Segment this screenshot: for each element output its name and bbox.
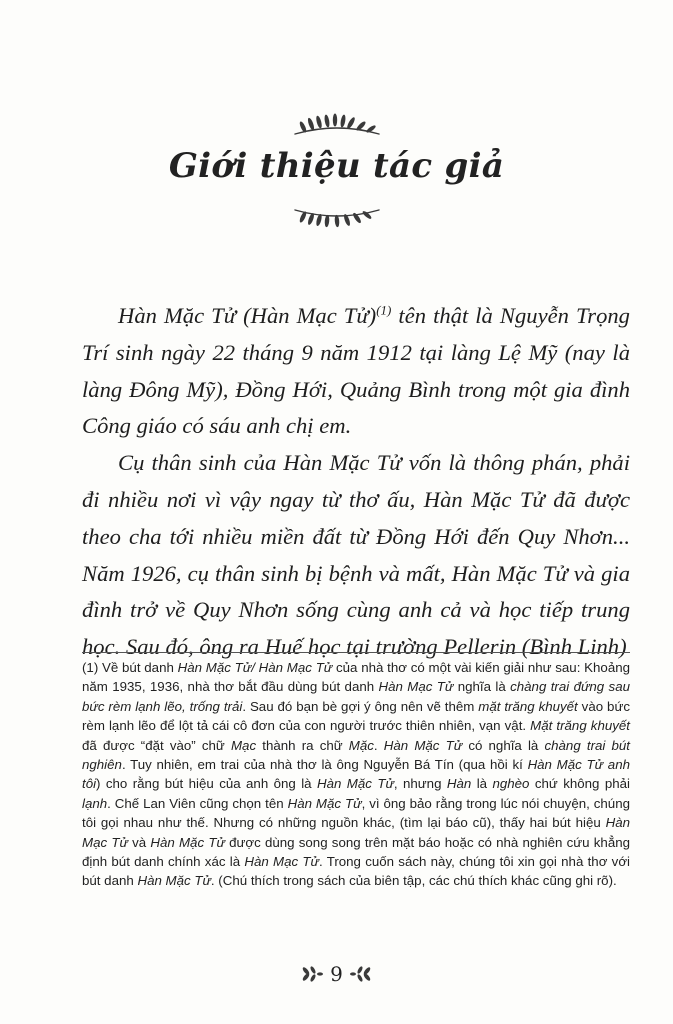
page-title: Giới thiệu tác giả: [168, 146, 505, 186]
leaf-sprig-right-icon: [349, 965, 373, 983]
top-leaf-ornament: [0, 112, 673, 140]
paragraph-1: Hàn Mặc Tử (Hàn Mạc Tử)$^{(1)}$ tên thật là Nguyễn Trọng Trí sinh ngày 22 tháng 9 năm 1912 tại làng Lệ Mỹ (nay là làng Đông Mỹ), Đồng Hới, Quảng Bình trong một gia đình Công giáo có sáu anh chị em.: [82, 302, 630, 439]
bottom-leaf-ornament: [0, 204, 673, 228]
footnote: (1) Về bút danh Hàn Mặc Tử/ Hàn Mạc Tử của nhà thơ có một vài kiến giải như sau: Khoảng năm 1935, 1936, nhà thơ bắt đầu dùng bút danh Hàn Mạc Tử nghĩa là chàng trai đứng sau bức rèm lạnh lẽo, trống trải. Sau đó bạn bè gợi ý ông nên vẽ thêm mặt trăng khuyết vào bức rèm lạnh lẽo để lột tả cái cô đơn của con người trước thiên nhiên, vạn vật. Mặt trăng khuyết đã được “đặt vào” chữ Mạc thành ra chữ Mặc. Hàn Mặc Tử có nghĩa là chàng trai bút nghiên. Tuy nhiên, em trai của nhà thơ là ông Nguyễn Bá Tín (qua hồi kí Hàn Mặc Tử anh tôi) cho rằng bút hiệu của anh ông là Hàn Mặc Tử, nhưng Hàn là nghèo chứ không phải lạnh. Chế Lan Viên cũng chọn tên Hàn Mặc Tử, vì ông bảo rằng trong lúc nói chuyện, chúng tôi gọi nhau như thế. Nhưng có những nguồn khác, (tìm lại báo cũ), thấy hai bút hiệu Hàn Mạc Tử và Hàn Mặc Tử được dùng song song trên mặt báo hoặc có nhà nghiên cứu khẳng định bút danh chính xác là Hàn Mạc Tử. Trong cuốn sách này, chúng tôi xin gọi nhà thơ với bút danh Hàn Mặc Tử. (Chú thích trong sách của biên tập, các chú thích khác cũng ghi rõ).: [82, 660, 631, 889]
footnote-divider: [82, 652, 630, 653]
paragraph-2: Cụ thân sinh của Hàn Mặc Tử vốn là thông phán, phải đi nhiều nơi vì vậy ngay từ thơ ấu, Hàn Mặc Tử đã được theo cha tới nhiều miền đất từ Đồng Hới đến Quy Nhơn... Năm 1926, cụ thân sinh bị bệnh và mất, Hàn Mặc Tử và gia đình trở về Quy Nhơn sống cùng anh cả và học tiếp trung học. Sau đó, ông ra Huế học tại trường Pellerin (Bình Linh): [82, 450, 630, 660]
leaf-sprig-left-icon: [300, 965, 324, 983]
leaf-branch-icon: [289, 204, 385, 228]
leaf-branch-icon: [289, 112, 385, 140]
page-folio: [0, 962, 673, 986]
body-text: [82, 298, 630, 666]
footnote-reference[interactable]: (1): [376, 302, 392, 318]
page-number: 9: [330, 962, 343, 986]
